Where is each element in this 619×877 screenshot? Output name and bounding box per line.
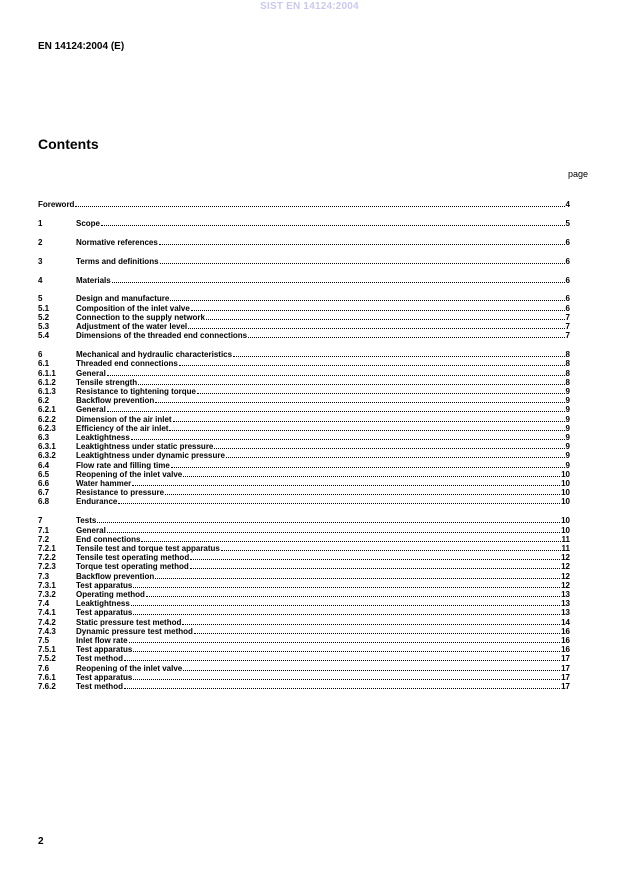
toc-entry-title: Leaktightness: [76, 432, 130, 442]
toc-entry-number: 6.2: [38, 396, 50, 406]
toc-entry-page: 9: [565, 414, 570, 424]
toc-entry-number: 7.3.1: [38, 580, 56, 590]
toc-entry-page: 16: [561, 635, 570, 645]
toc-entry-number: 7.6.1: [38, 672, 56, 682]
toc-entry-title: Water hammer: [76, 479, 132, 488]
toc-dot-leader: [214, 442, 564, 449]
toc-entry[interactable]: [38, 618, 570, 627]
toc-entry-title: Reopening of the inlet valve: [76, 469, 183, 479]
toc-entry[interactable]: [38, 673, 570, 682]
toc-entry[interactable]: [38, 479, 570, 488]
toc-entry-number: 7.4.3: [38, 626, 56, 636]
toc-entry-title: Resistance to pressure: [76, 488, 165, 498]
toc-entry[interactable]: [38, 322, 570, 331]
toc-entry-number: 7.2.2: [38, 553, 56, 563]
toc-entry[interactable]: [38, 350, 570, 359]
toc-entry-number: 4: [38, 275, 43, 285]
toc-entry-page: 14: [561, 617, 570, 627]
toc-entry-title: Tensile test operating method: [76, 553, 190, 563]
toc-entry-page: 6: [565, 294, 570, 304]
toc-entry-title: Foreword: [38, 200, 75, 209]
toc-entry[interactable]: [38, 219, 570, 228]
toc-entry-page: 8: [565, 377, 570, 387]
toc-entry-page: 9: [565, 386, 570, 396]
toc-entry-number: 6.1.1: [38, 368, 56, 378]
toc-entry-title: Test apparatus: [76, 645, 133, 655]
toc-entry-page: 8: [565, 350, 570, 360]
toc-entry[interactable]: [38, 433, 570, 442]
toc-entry[interactable]: [38, 682, 570, 691]
toc-dot-leader: [155, 396, 564, 403]
toc-entry-number: 5.2: [38, 312, 50, 322]
toc-entry-page: 17: [561, 681, 570, 691]
toc-entry-title: Inlet flow rate: [76, 635, 128, 645]
toc-entry-number: 6.5: [38, 469, 50, 479]
toc-entry-number: 6.6: [38, 479, 50, 488]
toc-entry-title: Reopening of the inlet valve: [76, 663, 183, 673]
toc-entry-title: Leaktightness under dynamic pressure: [76, 451, 225, 461]
toc-entry-title: General: [76, 405, 106, 415]
toc-entry-number: 5.1: [38, 303, 50, 313]
toc-entry-page: 11: [561, 534, 570, 544]
toc-entry-page: 6: [565, 303, 570, 313]
toc-entry[interactable]: [38, 313, 570, 322]
toc-entry[interactable]: [38, 424, 570, 433]
toc-entry-title: Endurance: [76, 497, 118, 507]
toc-entry-number: 7.6.2: [38, 681, 56, 691]
toc-entry-title: Adjustment of the water level: [76, 322, 188, 332]
toc-entry-page: 17: [561, 672, 570, 682]
toc-entry-page: 16: [561, 626, 570, 636]
toc-entry-number: 7.4.1: [38, 608, 56, 618]
toc-entry-title: Connection to the supply network: [76, 312, 205, 322]
toc-entry[interactable]: [38, 331, 570, 340]
toc-dot-leader: [173, 415, 565, 422]
toc-dot-leader: [190, 553, 560, 560]
toc-dot-leader: [160, 257, 565, 264]
toc-entry-number: 6.2.2: [38, 414, 56, 424]
toc-entry-number: 2: [38, 237, 43, 247]
toc-entry-number: 1: [38, 218, 43, 228]
toc-entry[interactable]: [38, 627, 570, 636]
toc-entry-number: 3: [38, 256, 43, 266]
toc-entry-title: Mechanical and hydraulic characteristics: [76, 350, 233, 360]
toc-entry-number: 7.2.3: [38, 562, 56, 572]
toc-entry-title: Tensile strength: [76, 377, 138, 387]
toc-dot-leader: [75, 200, 564, 207]
toc-entry-title: Tests: [76, 516, 97, 526]
toc-entry-page: 5: [565, 218, 570, 228]
toc-entry-page: 13: [561, 608, 570, 618]
toc-entry-title: Dynamic pressure test method: [76, 626, 193, 636]
toc-dot-leader: [179, 359, 565, 366]
toc-entry-title: Static pressure test method: [76, 617, 182, 627]
toc-entry-number: 6.8: [38, 497, 50, 507]
toc-dot-leader: [221, 544, 561, 551]
toc-dot-leader: [188, 322, 564, 329]
toc-dot-leader: [132, 479, 560, 486]
toc-entry[interactable]: [38, 378, 570, 387]
toc-dot-leader: [171, 461, 565, 468]
toc-entry-number: 6.1.2: [38, 377, 56, 387]
toc-entry-title: Backflow prevention: [76, 571, 155, 581]
toc-dot-leader: [107, 526, 560, 533]
toc-entry-title: Scope: [76, 218, 101, 228]
toc-entry-page: 10: [561, 525, 570, 535]
toc-entry-title: Operating method: [76, 589, 145, 599]
toc-entry-page: 9: [565, 423, 570, 433]
toc-entry[interactable]: [38, 488, 570, 497]
toc-entry-number: 6.3.1: [38, 442, 56, 452]
toc-entry-number: 6.4: [38, 460, 50, 470]
toc-entry-number: 7.4: [38, 599, 50, 609]
toc-entry-number: 6.2.1: [38, 405, 56, 415]
toc-entry-number: 7.2: [38, 534, 50, 544]
toc-entry-number: 6.2.3: [38, 423, 56, 433]
toc-entry-page: 7: [565, 322, 570, 332]
toc-entry-page: 9: [565, 460, 570, 470]
toc-entry[interactable]: [38, 369, 570, 378]
toc-entry-title: Design and manufacture: [76, 294, 170, 304]
toc-dot-leader: [124, 682, 560, 689]
toc-entry-page: 6: [565, 237, 570, 247]
toc-entry-title: Test method: [76, 654, 123, 664]
toc-entry[interactable]: [38, 257, 570, 266]
toc-entry-title: General: [76, 525, 106, 535]
toc-entry-title: End connections: [76, 534, 141, 544]
toc-entry-number: 7.3.2: [38, 589, 56, 599]
toc-dot-leader: [112, 276, 565, 283]
toc-entry[interactable]: [38, 451, 570, 460]
toc-dot-leader: [183, 664, 560, 671]
toc-entry-title: Test method: [76, 681, 123, 691]
toc-dot-leader: [190, 562, 560, 569]
toc-entry-page: 10: [561, 479, 570, 488]
page-number: 2: [38, 836, 44, 847]
toc-entry-title: Dimensions of the threaded end connections: [76, 331, 248, 341]
toc-entry-number: 7.2.1: [38, 543, 56, 553]
toc-entry-page: 12: [561, 562, 570, 572]
page-title: Contents: [38, 136, 99, 152]
toc-entry[interactable]: [38, 599, 570, 608]
toc-entry-number: 7.4.2: [38, 617, 56, 627]
toc-entry[interactable]: [38, 645, 570, 654]
toc-entry-page: 7: [565, 312, 570, 322]
toc-entry-number: 6.1: [38, 359, 50, 369]
toc-entry-page: 6: [565, 275, 570, 285]
toc-dot-leader: [169, 424, 564, 431]
toc-entry[interactable]: [38, 387, 570, 396]
toc-entry-title: Test apparatus: [76, 672, 133, 682]
toc-entry-number: 7: [38, 516, 43, 526]
toc-entry-title: Leaktightness under static pressure: [76, 442, 214, 452]
toc-entry-number: 5.3: [38, 322, 50, 332]
toc-entry[interactable]: [38, 562, 570, 571]
toc-entry[interactable]: [38, 608, 570, 617]
toc-entry-number: 7.5: [38, 635, 50, 645]
toc-entry[interactable]: [38, 415, 570, 424]
toc-entry-page: 17: [561, 654, 570, 664]
toc-entry-title: Test apparatus: [76, 580, 133, 590]
toc-dot-leader: [124, 654, 560, 661]
toc-entry-page: 10: [561, 488, 570, 498]
toc-entry-number: 7.6: [38, 663, 50, 673]
toc-entry[interactable]: [38, 553, 570, 562]
toc-dot-leader: [133, 645, 560, 652]
toc-entry-number: 6.3: [38, 432, 50, 442]
toc-entry-page: 9: [565, 405, 570, 415]
toc-entry-title: Test apparatus: [76, 608, 133, 618]
toc-entry-title: Threaded end connections: [76, 359, 178, 369]
toc-dot-leader: [133, 608, 560, 615]
toc-entry[interactable]: [38, 470, 570, 479]
toc-entry-page: 10: [561, 469, 570, 479]
toc-entry-number: 5.4: [38, 331, 50, 341]
toc-entry[interactable]: [38, 405, 570, 414]
toc-dot-leader: [206, 313, 565, 320]
toc-entry-number: 7.5.1: [38, 645, 56, 655]
toc-entry-page: 12: [561, 571, 570, 581]
toc-dot-leader: [197, 387, 565, 394]
toc-entry[interactable]: [38, 544, 570, 553]
toc-entry-page: 7: [565, 331, 570, 341]
toc-dot-leader: [97, 516, 560, 523]
toc-entry-title: Torque test operating method: [76, 562, 189, 572]
toc-dot-leader: [141, 535, 560, 542]
toc-entry-page: 6: [565, 256, 570, 266]
toc-entry-page: 8: [565, 359, 570, 369]
toc-entry-title: Composition of the inlet valve: [76, 303, 190, 313]
toc-entry-number: 6: [38, 350, 43, 360]
toc-dot-leader: [107, 405, 565, 412]
toc-entry[interactable]: [38, 359, 570, 368]
toc-entry-page: 10: [561, 497, 570, 507]
toc-entry-page: 8: [565, 368, 570, 378]
toc-dot-leader: [159, 238, 565, 245]
toc-dot-leader: [170, 294, 564, 301]
toc-entry-title: Tensile test and torque test apparatus: [76, 543, 220, 553]
toc-dot-leader: [194, 627, 560, 634]
toc-dot-leader: [146, 590, 560, 597]
toc-dot-leader: [183, 470, 560, 477]
toc-entry-page: 17: [561, 663, 570, 673]
toc-dot-leader: [233, 350, 564, 357]
toc-entry[interactable]: [38, 304, 570, 313]
toc-entry-title: Resistance to tightening torque: [76, 386, 197, 396]
toc-entry[interactable]: [38, 572, 570, 581]
toc-dot-leader: [107, 369, 565, 376]
toc-entry-title: Normative references: [76, 237, 158, 247]
toc-entry-page: 4: [565, 200, 570, 209]
toc-entry-page: 13: [561, 589, 570, 599]
table-of-contents: [38, 200, 570, 691]
toc-entry-page: 9: [565, 396, 570, 406]
toc-entry-title: Dimension of the air inlet: [76, 414, 172, 424]
toc-dot-leader: [226, 451, 565, 458]
toc-entry-number: 5: [38, 294, 43, 304]
toc-dot-leader: [129, 636, 561, 643]
toc-entry-page: 16: [561, 645, 570, 655]
toc-entry-page: 13: [561, 599, 570, 609]
toc-entry-number: 7.1: [38, 525, 50, 535]
toc-entry-number: 7.3: [38, 571, 50, 581]
toc-entry-page: 9: [565, 442, 570, 452]
toc-entry-page: 12: [561, 580, 570, 590]
toc-entry-title: Flow rate and filling time: [76, 460, 170, 470]
toc-dot-leader: [165, 488, 560, 495]
toc-dot-leader: [155, 572, 560, 579]
toc-dot-leader: [133, 581, 560, 588]
toc-entry-title: Efficiency of the air inlet: [76, 423, 169, 433]
toc-entry-title: Terms and definitions: [76, 256, 159, 266]
toc-dot-leader: [138, 378, 564, 385]
toc-entry[interactable]: [38, 636, 570, 645]
toc-entry-title: Backflow prevention: [76, 396, 155, 406]
toc-entry[interactable]: [38, 664, 570, 673]
toc-entry-number: 6.1.3: [38, 386, 56, 396]
toc-entry[interactable]: [38, 581, 570, 590]
toc-dot-leader: [248, 331, 564, 338]
toc-entry-page: 9: [565, 432, 570, 442]
toc-entry-title: Leaktightness: [76, 599, 130, 609]
toc-entry-number: 6.7: [38, 488, 50, 498]
toc-entry-number: 7.5.2: [38, 654, 56, 664]
toc-dot-leader: [118, 497, 560, 504]
toc-entry-title: General: [76, 368, 106, 378]
toc-dot-leader: [131, 433, 565, 440]
toc-entry-title: Materials: [76, 275, 111, 285]
toc-entry-page: 12: [561, 553, 570, 563]
toc-entry[interactable]: [38, 396, 570, 405]
page-column-label: page: [568, 169, 589, 179]
toc-entry[interactable]: [38, 526, 570, 535]
toc-entry-page: 9: [565, 451, 570, 461]
toc-entry[interactable]: [38, 590, 570, 599]
toc-entry[interactable]: [38, 200, 570, 209]
toc-entry[interactable]: [38, 294, 570, 303]
toc-entry[interactable]: [38, 238, 570, 247]
toc-dot-leader: [133, 673, 560, 680]
document-id: EN 14124:2004 (E): [38, 41, 125, 52]
toc-dot-leader: [131, 599, 560, 606]
toc-dot-leader: [101, 219, 565, 226]
toc-entry[interactable]: [38, 442, 570, 451]
toc-entry[interactable]: [38, 654, 570, 663]
toc-entry[interactable]: [38, 516, 570, 525]
watermark: SIST EN 14124:2004: [260, 1, 359, 12]
toc-entry-page: 11: [561, 543, 570, 553]
toc-entry-number: 6.3.2: [38, 451, 56, 461]
toc-dot-leader: [182, 618, 560, 625]
toc-dot-leader: [191, 304, 565, 311]
toc-entry[interactable]: [38, 461, 570, 470]
toc-entry[interactable]: [38, 497, 570, 506]
toc-entry-page: 10: [561, 516, 570, 526]
toc-entry[interactable]: [38, 535, 570, 544]
toc-entry[interactable]: [38, 276, 570, 285]
